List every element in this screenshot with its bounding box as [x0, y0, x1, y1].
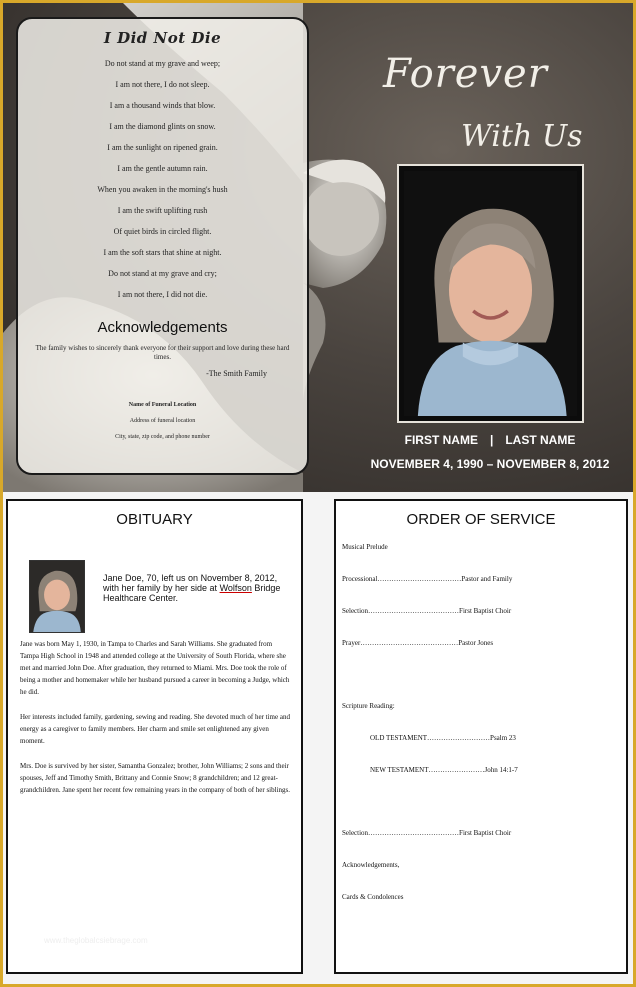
obituary-intro-text-end: Bridge Healthcare Center.: [103, 583, 281, 603]
portrait-frame: [397, 164, 584, 423]
poem-line: Do not stand at my grave and cry;: [108, 269, 217, 278]
watermark-text: www.theglobalcsiebrage.com: [44, 936, 148, 945]
service-item: Prayer……………………………………Pastor Jones: [342, 639, 494, 647]
name-line: [347, 433, 633, 447]
service-item: Selection…………………………………First Baptist Choir: [342, 607, 512, 615]
obituary-paragraph: Her interests included family, gardening, sewing and reading. She devoted much of her time and energy as a caregiver to family members. Her charm and smile set enlightened any given moment.: [20, 713, 290, 745]
order-of-service-title: ORDER OF SERVICE: [406, 511, 556, 528]
inner-pages: [3, 492, 633, 984]
last-name: LAST NAME: [505, 433, 576, 447]
heading-forever: Forever: [383, 51, 548, 97]
poem-line: I am not there, I do not sleep.: [115, 80, 210, 89]
service-item: Scripture Reading:: [342, 702, 395, 710]
service-item: OLD TESTAMENT………………………Psalm 23: [370, 734, 516, 742]
order-of-service-panel: [334, 499, 628, 974]
heading-with-us: With Us: [461, 119, 583, 154]
service-item: Processional………………………………Pastor and Family: [342, 575, 513, 583]
poem-line: I am the sunlight on ripened grain.: [107, 143, 218, 152]
obituary-title: OBITUARY: [116, 511, 193, 528]
poem-line: When you awaken in the morning's hush: [97, 185, 228, 194]
service-item: NEW TESTAMENT……………………John 14:1-7: [370, 766, 518, 774]
service-item: Cards & Condolences: [342, 893, 404, 901]
obituary-paragraph: Mrs. Doe is survived by her sister, Samantha Gonzalez; brother, John Williams; 2 sons and their spouses, Jeff and Timothy Smith, Brittany and Connie Snow; 8 grandchildren; and 12 great-grandchildren. Jane spent her recent few remaining years in the company of both of her siblings.: [20, 762, 290, 794]
life-dates: NOVEMBER 4, 1990 – NOVEMBER 8, 2012: [370, 457, 610, 471]
poem-line: I am the swift uplifting rush: [117, 206, 208, 215]
obituary-intro-text: Jane Doe, 70, left us on November 8, 2012, with her family by her side at: [103, 573, 278, 593]
program-page: [3, 3, 633, 984]
first-name: FIRST NAME: [404, 433, 478, 447]
poem-line: I am the diamond glints on snow.: [109, 122, 216, 131]
cover-section: [3, 3, 633, 492]
funeral-location-name: Name of Funeral Location: [128, 402, 197, 408]
obituary-photo-frame: [29, 560, 85, 633]
name-separator: |: [489, 433, 494, 447]
obituary-panel: [6, 499, 303, 974]
poem-lines: [18, 53, 307, 305]
acknowledgements-title: Acknowledgements: [97, 319, 228, 336]
obituary-intro: [103, 573, 288, 603]
acknowledgements-text: The family wishes to sincerely thank everyone for their support and love during these hard times.: [35, 344, 290, 361]
obituary-paragraph: Jane was born May 1, 1930, in Tampa to Charles and Sarah Williams. She graduated from Tampa High School in 1948 and attended college at the University of South Florida, where she met and married John Doe. After graduation, they returned to Miami. Mrs. Doe took the role of being a mother and homemaker while her husband pursued a career in becoming a Judge, which he did.: [20, 640, 290, 696]
portrait-photo: [404, 171, 577, 416]
poem-line: Of quiet birds in circled flight.: [113, 227, 212, 236]
poem-line: Do not stand at my grave and weep;: [104, 59, 221, 68]
poem-line: I am a thousand winds that blow.: [109, 101, 216, 110]
obituary-intro-place: Wolfson: [219, 583, 252, 593]
funeral-location-address: Address of funeral location: [129, 418, 196, 424]
service-item: Selection…………………………………First Baptist Choir: [342, 829, 512, 837]
acknowledgements-signature: -The Smith Family: [206, 369, 267, 378]
poem-line: I am not there, I did not die.: [117, 290, 208, 299]
poem-line: I am the soft stars that shine at night.: [103, 248, 222, 257]
service-item: Musical Prelude: [342, 543, 388, 551]
poem-line: I am the gentle autumn rain.: [117, 164, 208, 173]
obituary-photo: [30, 561, 84, 632]
obituary-body: [20, 638, 290, 809]
funeral-location-city: City, state, zip code, and phone number: [115, 434, 210, 440]
service-item: Acknowledgements,: [342, 861, 400, 869]
poem-card: [16, 17, 309, 475]
poem-title: I Did Not Die: [103, 29, 222, 47]
